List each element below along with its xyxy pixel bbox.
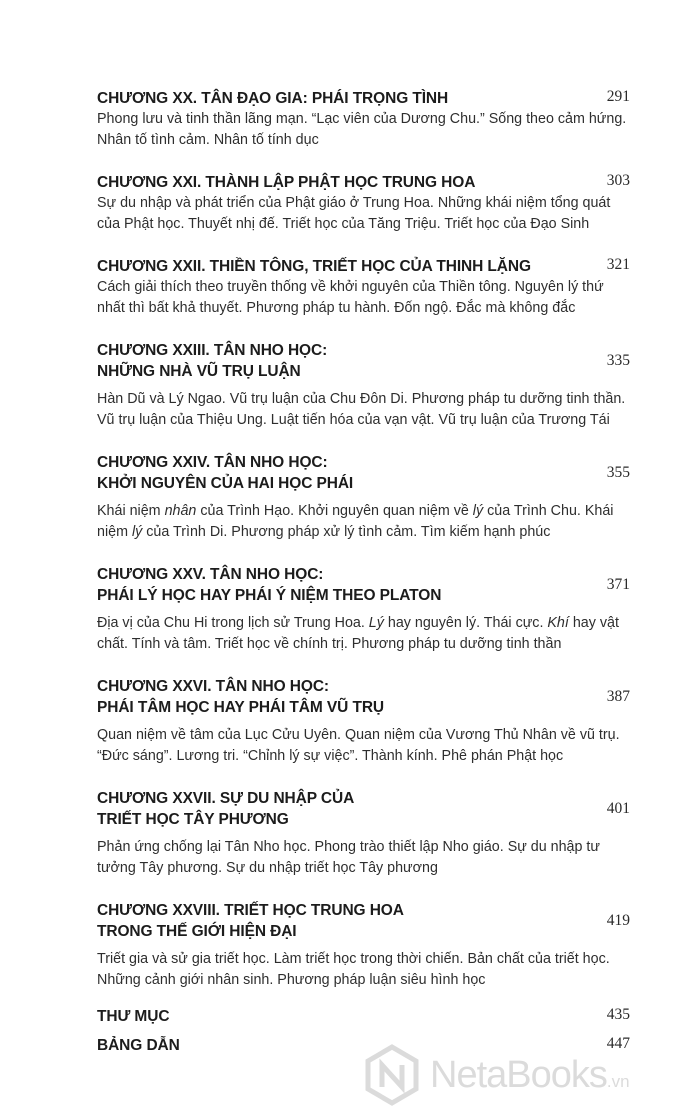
chapter-title bbox=[97, 788, 354, 830]
chapter-title-line: CHƯƠNG XXVII. SỰ DU NHẬP CỦA bbox=[97, 790, 355, 807]
netabooks-watermark bbox=[360, 1030, 700, 1120]
chapter-title bbox=[97, 452, 353, 494]
chapter-description: Sự du nhập và phát triển của Phật giáo ở Trung Hoa. Những khái niệm tổng quát của Phật học. Thuyết nhị đế. Triết học của Tăng Triệu. Triết học của Đạo Sinh bbox=[97, 195, 611, 232]
chapter-heading bbox=[97, 340, 630, 382]
chapter-description: Phản ứng chống lại Tân Nho học. Phong trào thiết lập Nho giáo. Sự du nhập tư tưởng Tây phương. Sự du nhập triết học Tây phương bbox=[97, 839, 600, 876]
chapter-title bbox=[97, 88, 448, 109]
chapter-heading bbox=[97, 452, 630, 494]
watermark-suffix: .vn bbox=[606, 1072, 630, 1091]
chapter-page-number: 303 bbox=[606, 172, 630, 189]
toc-entry bbox=[97, 900, 630, 991]
index-title: BẢNG DẪN bbox=[97, 1037, 180, 1054]
chapter-title-line: CHƯƠNG XXVIII. TRIẾT HỌC TRUNG HOA bbox=[97, 902, 404, 919]
chapter-heading bbox=[97, 676, 630, 718]
chapter-heading bbox=[97, 256, 630, 277]
chapter-title-line: TRIẾT HỌC TÂY PHƯƠNG bbox=[97, 811, 289, 828]
chapter-heading bbox=[97, 564, 630, 606]
chapter-page-number: 401 bbox=[606, 800, 630, 817]
chapter-title-line: CHƯƠNG XX. TÂN ĐẠO GIA: PHÁI TRỌNG TÌNH bbox=[97, 90, 449, 107]
chapter-description: Cách giải thích theo truyền thống về khởi nguyên của Thiền tông. Nguyên lý thứ nhất thì bất khả thuyết. Phương pháp tu hành. Đốn ngộ. Đắc mà không đắc bbox=[97, 279, 604, 316]
chapter-title-line: PHÁI TÂM HỌC HAY PHÁI TÂM VŨ TRỤ bbox=[97, 699, 385, 716]
chapter-page-number: 335 bbox=[606, 352, 630, 369]
chapter-title bbox=[97, 340, 327, 382]
chapter-title bbox=[97, 256, 531, 277]
netabooks-logo-icon bbox=[360, 1043, 424, 1107]
chapter-description: Quan niệm về tâm của Lục Cửu Uyên. Quan niệm của Vương Thủ Nhân về vũ trụ. “Đức sáng”. Lương tri. “Chỉnh lý sự việc”. Thành kính. Phê phán Phật học bbox=[97, 727, 620, 764]
chapter-title bbox=[97, 564, 441, 606]
toc-entry bbox=[97, 788, 630, 879]
chapter-title-line: NHỮNG NHÀ VŨ TRỤ LUẬN bbox=[97, 363, 301, 380]
chapter-page-number: 321 bbox=[606, 256, 630, 273]
chapter-description: Phong lưu và tinh thần lãng mạn. “Lạc viên của Dương Chu.” Sống theo cảm hứng. Nhân tố tình cảm. Nhân tố tính dục bbox=[97, 111, 627, 148]
chapter-title bbox=[97, 900, 404, 942]
chapter-page-number: 371 bbox=[606, 576, 630, 593]
chapter-title-line: CHƯƠNG XXI. THÀNH LẬP PHẬT HỌC TRUNG HOA bbox=[97, 174, 476, 191]
chapter-title-line: CHƯƠNG XXIV. TÂN NHO HỌC: bbox=[97, 454, 328, 471]
watermark-brand: NetaBooks bbox=[430, 1053, 607, 1096]
chapter-heading bbox=[97, 172, 630, 193]
toc-entry bbox=[97, 340, 630, 431]
chapter-page-number: 291 bbox=[606, 88, 630, 105]
chapter-title-line: CHƯƠNG XXVI. TÂN NHO HỌC: bbox=[97, 678, 329, 695]
chapter-page-number: 387 bbox=[606, 688, 630, 705]
chapter-page-number: 355 bbox=[606, 464, 630, 481]
chapter-title-line: CHƯƠNG XXIII. TÂN NHO HỌC: bbox=[97, 342, 328, 359]
chapter-title-line: PHÁI LÝ HỌC HAY PHÁI Ý NIỆM THEO PLATON bbox=[97, 587, 442, 604]
chapter-heading bbox=[97, 88, 630, 109]
chapter-description: Khái niệm nhân của Trình Hạo. Khởi nguyên quan niệm về lý của Trình Chu. Khái niệm lý của Trình Di. Phương pháp xử lý tình cảm. Tìm kiếm hạnh phúc bbox=[97, 503, 614, 540]
table-of-contents bbox=[97, 88, 630, 1012]
chapter-title-line: CHƯƠNG XXII. THIỀN TÔNG, TRIẾT HỌC CỦA THINH LẶNG bbox=[97, 258, 531, 275]
index-page: 447 bbox=[606, 1035, 630, 1052]
toc-entry bbox=[97, 452, 630, 543]
chapter-title bbox=[97, 676, 384, 718]
chapter-page-number: 419 bbox=[606, 912, 630, 929]
chapter-title bbox=[97, 172, 475, 193]
bibliography-title: THƯ MỤC bbox=[97, 1008, 170, 1025]
chapter-description: Triết gia và sử gia triết học. Làm triết học trong thời chiến. Bản chất của triết học. Những cảnh giới nhân sinh. Phương pháp luận siêu hình học bbox=[97, 951, 610, 988]
chapter-description: Địa vị của Chu Hi trong lịch sử Trung Hoa. Lý hay nguyên lý. Thái cực. Khí hay vật chất. Tính và tâm. Triết học về chính trị. Phương pháp tu dưỡng tinh thần bbox=[97, 615, 619, 652]
chapter-title-line: KHỞI NGUYÊN CỦA HAI HỌC PHÁI bbox=[97, 475, 354, 492]
chapter-title-line: CHƯƠNG XXV. TÂN NHO HỌC: bbox=[97, 566, 324, 583]
toc-entry bbox=[97, 172, 630, 235]
toc-entry bbox=[97, 256, 630, 319]
bibliography-entry bbox=[97, 1006, 630, 1027]
toc-entry bbox=[97, 564, 630, 655]
bibliography-page: 435 bbox=[606, 1006, 630, 1023]
toc-entry bbox=[97, 88, 630, 151]
chapter-heading bbox=[97, 900, 630, 942]
chapter-description: Hàn Dũ và Lý Ngao. Vũ trụ luận của Chu Đôn Di. Phương pháp tu dưỡng tinh thần. Vũ trụ luận của Thiệu Ung. Luật tiến hóa của vạn vật. Vũ trụ luận của Trương Tái bbox=[97, 391, 626, 428]
chapter-title-line: TRONG THẾ GIỚI HIỆN ĐẠI bbox=[97, 923, 297, 940]
toc-entry bbox=[97, 676, 630, 767]
chapter-heading bbox=[97, 788, 630, 830]
